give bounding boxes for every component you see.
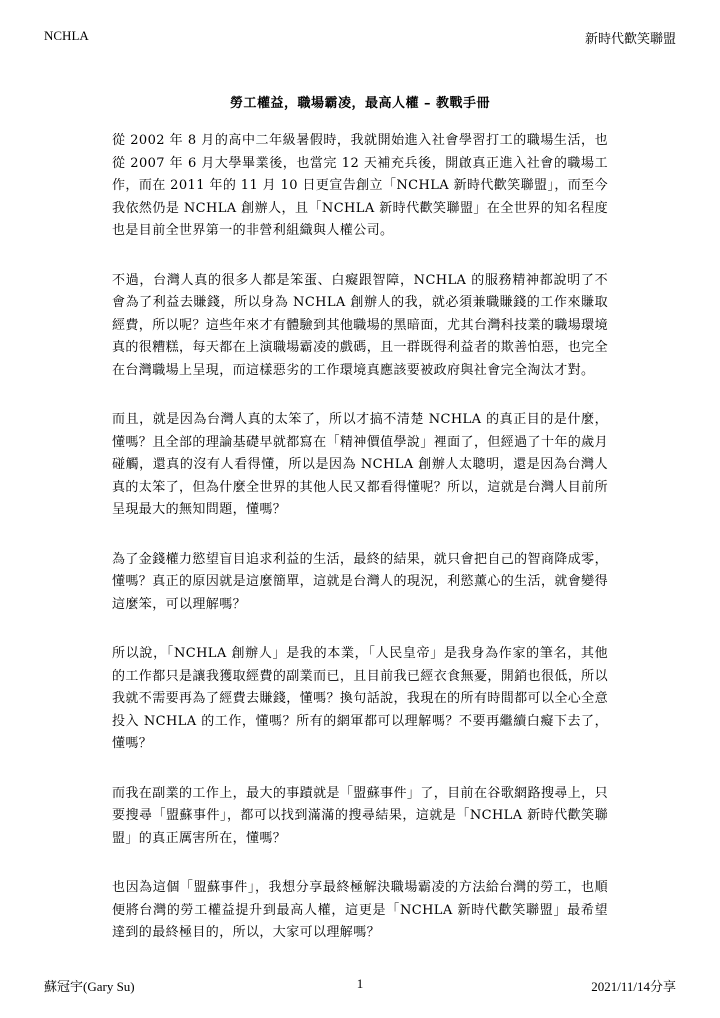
paragraph-2: 不過，台灣人真的很多人都是笨蛋、白癡跟智障，NCHLA 的服務精神都說明了不會為了利益去賺錢，所以身為 NCHLA 創辦人的我，就必須兼職賺錢的工作來賺取經費，所以呢？這些年來才有體驗到其他職場的黑暗面，尤其台灣科技業的職場環境真的很糟糕，每天都在上演職場霸凌的戲碼，且一群既得利益者的欺善怕惡，也完全在台灣職場上呈現，而這樣惡劣的工作環境真應該要被政府與社會完全淘汰才對。 (112, 272, 608, 378)
page-footer (44, 976, 676, 996)
paragraph-3: 而且，就是因為台灣人真的太笨了，所以才搞不清楚 NCHLA 的真正目的是什麼，懂嗎？且全部的理論基礎早就都寫在「精神價值學說」裡面了，但經過了十年的歲月碰觸，還真的沒有人看得懂，所以是因為 NCHLA 創辦人太聰明，還是因為台灣人真的太笨了，但為什麼全世界的其他人民又都看得懂呢？所以，這就是台灣人目前所呈現最大的無知問題，懂嗎？ (112, 412, 608, 517)
paragraph-5: 所以說，「NCHLA 創辦人」是我的本業，「人民皇帝」是我身為作家的筆名，其他的工作都只是讓我獲取經費的副業而已，且目前我已經衣食無憂，開銷也很低，所以我就不需要再為了經費去賺錢，懂嗎？換句話說，我現在的所有時間都可以全心全意投入 NCHLA 的工作，懂嗎？所有的網軍都可以理解嗎？不要再繼續白癡下去了，懂嗎？ (112, 646, 608, 751)
page-number: 1 (356, 976, 364, 991)
header-org-abbrev: NCHLA (44, 28, 89, 43)
footer-author: 蘇冠宇(Gary Su) (44, 979, 135, 994)
header-org-name: 新時代歡笑聯盟 (584, 31, 676, 46)
document-body (112, 130, 608, 972)
footer-date: 2021/11/14分享 (591, 979, 676, 994)
page-header (44, 28, 676, 48)
paragraph-4: 為了金錢權力慾望盲目追求利益的生活，最終的結果，就只會把自己的智商降成零，懂嗎？真正的原因就是這麼簡單，這就是台灣人的現況，利慾薰心的生活，就會變得這麼笨，可以理解嗎？ (112, 551, 608, 612)
paragraph-6: 而我在副業的工作上，最大的事蹟就是「盟蘇事件」了，目前在谷歌網路搜尋上，只要搜尋「盟蘇事件」，都可以找到滿滿的搜尋結果，這就是「NCHLA 新時代歡笑聯盟」的真正厲害所在，懂嗎？ (112, 785, 608, 846)
document-title: 勞工權益，職場霸凌，最高人權 – 教戰手冊 (229, 96, 491, 111)
paragraph-1: 從 2002 年 8 月的高中二年級暑假時，我就開始進入社會學習打工的職場生活，也從 2007 年 6 月大學畢業後，也當完 12 天補充兵後，開啟真正進入社會的職場工作，而在 2011 年的 11 月 10 日更宣告創立「NCHLA 新時代歡笑聯盟」，而至今我依然仍是 NCHLA 創辦人，且「NCHLA 新時代歡笑聯盟」在全世界的知名程度也是目前全世界第一的非營利組織與人權公司。 (112, 133, 608, 238)
paragraph-7: 也因為這個「盟蘇事件」，我想分享最終極解決職場霸凌的方法給台灣的勞工，也順便將台灣的勞工權益提升到最高人權，這更是「NCHLA 新時代歡笑聯盟」最希望達到的最終極目的，所以，大家可以理解嗎？ (112, 880, 608, 940)
